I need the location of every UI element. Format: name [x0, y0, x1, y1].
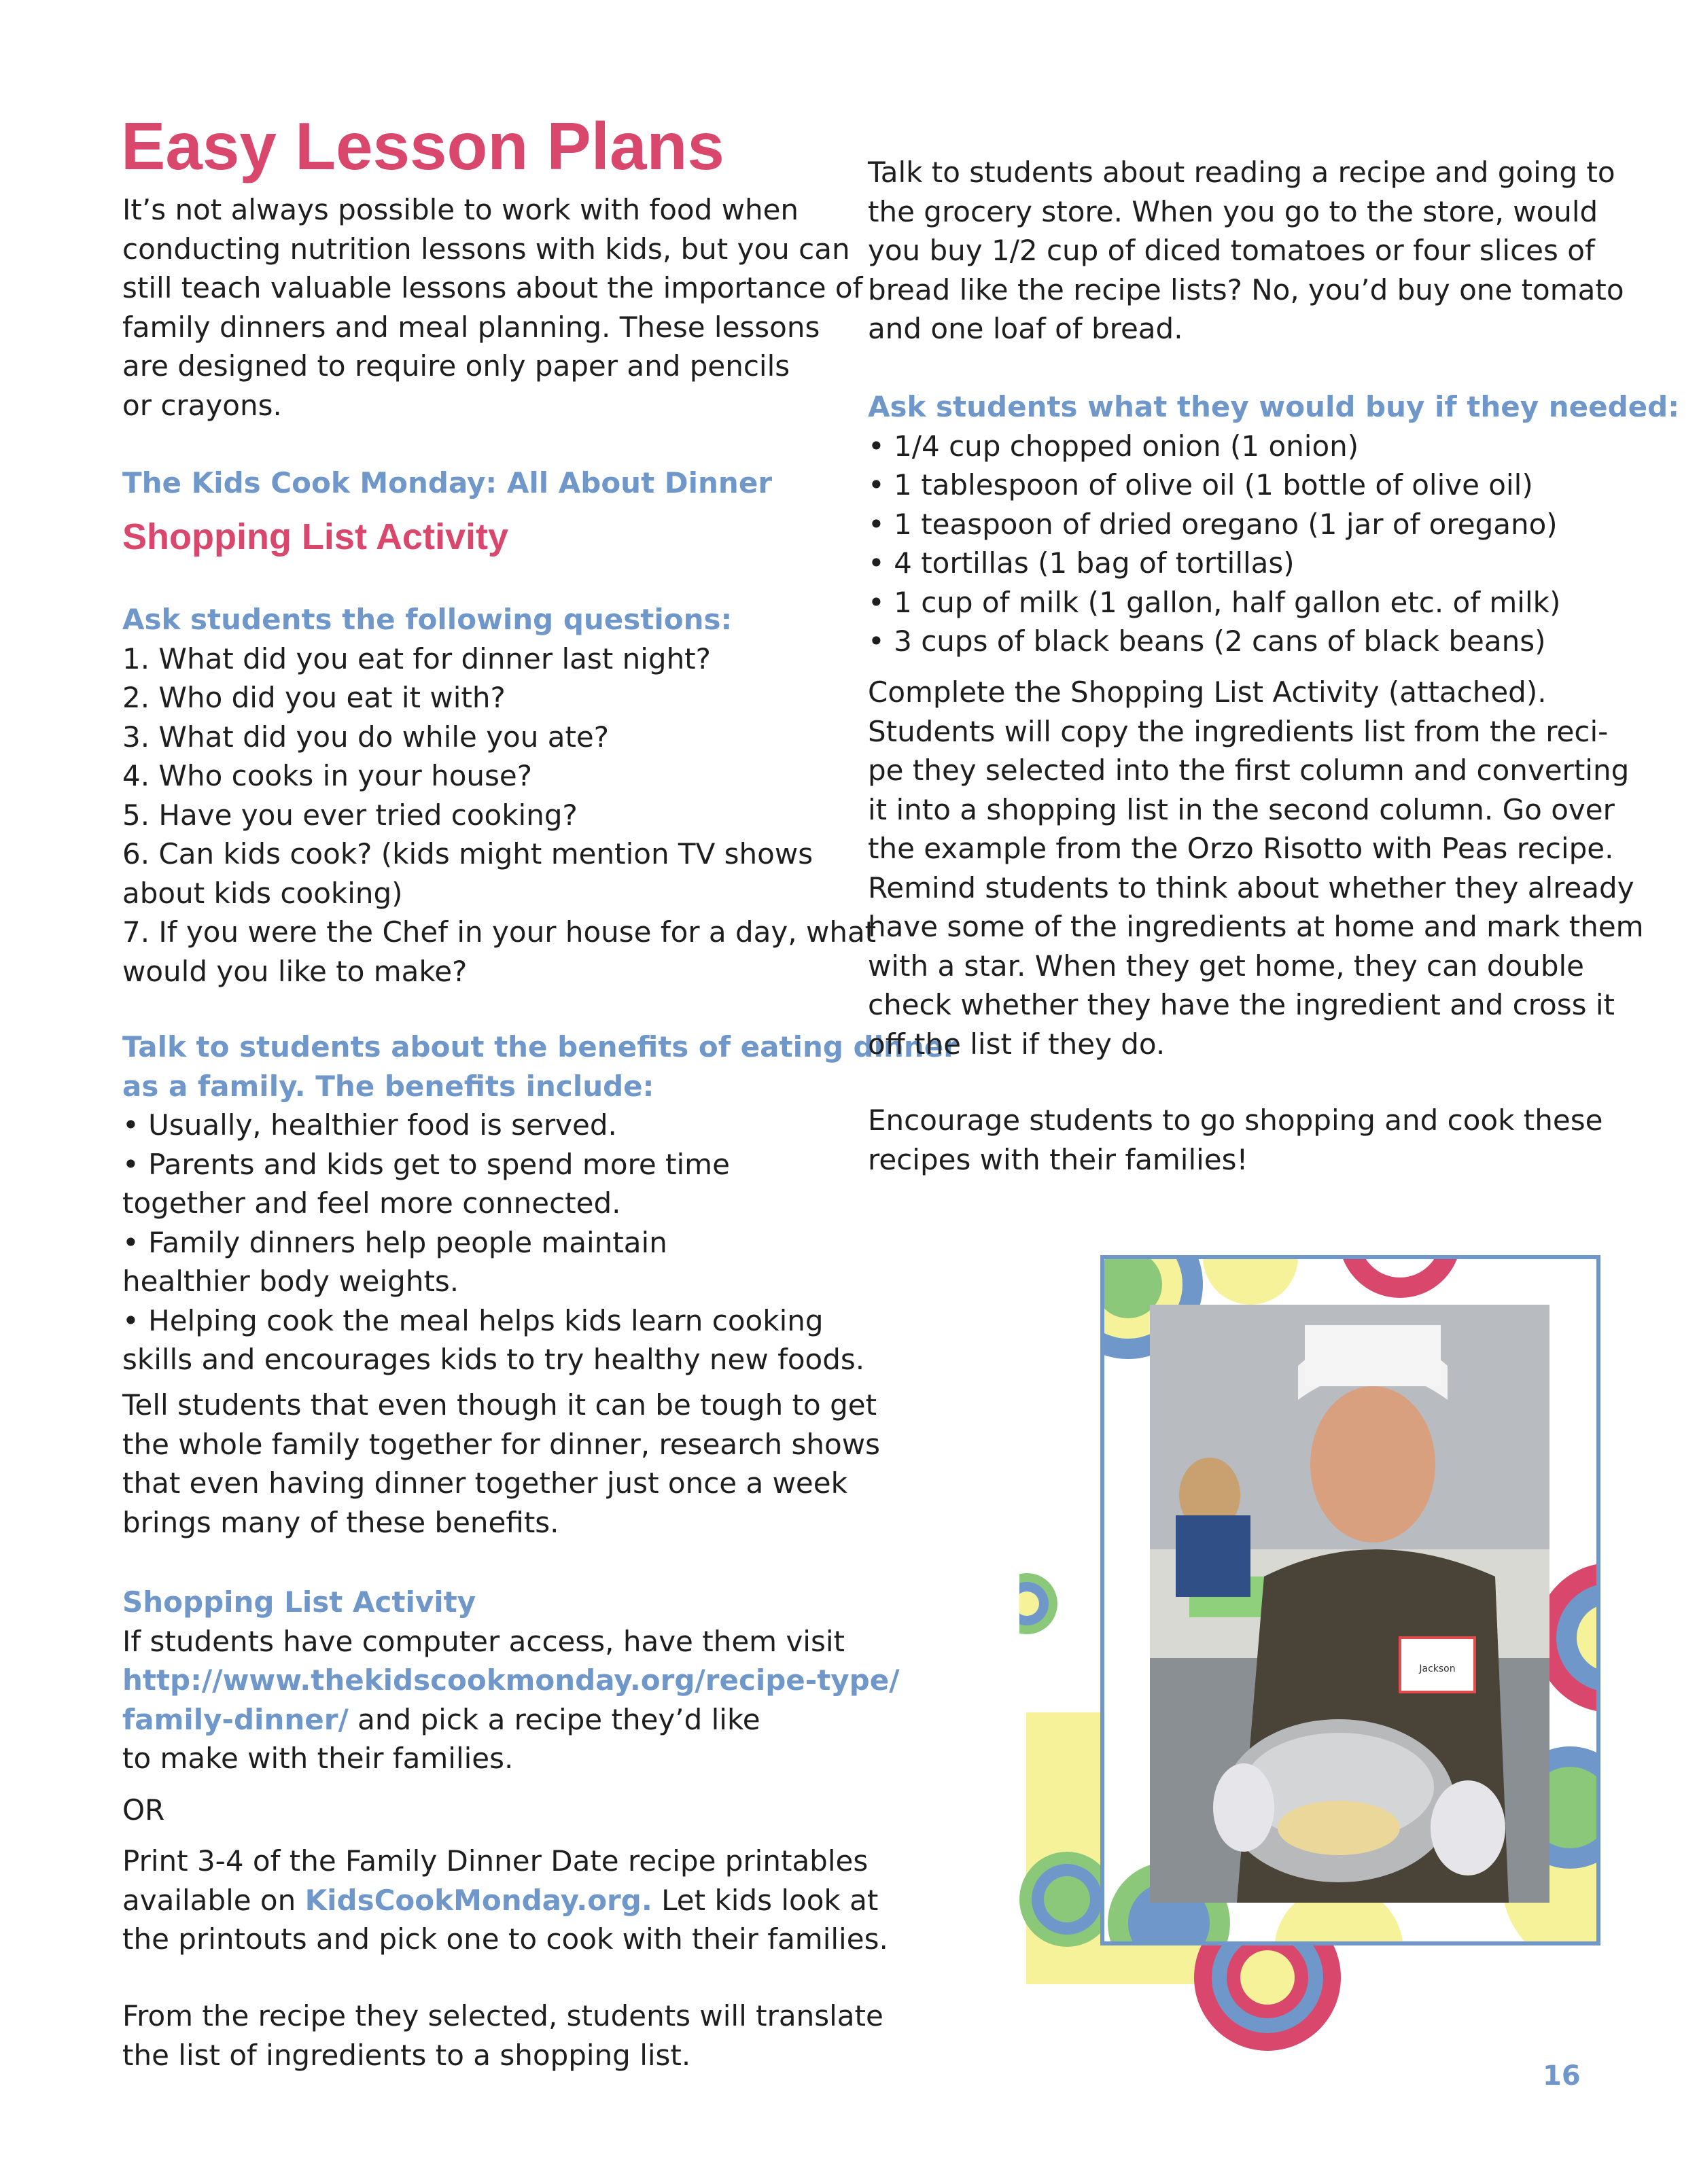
tough-paragraph: [122, 1386, 880, 1542]
buy-item: • 3 cups of black beans (2 cans of black beans): [868, 624, 1546, 658]
text-line: that even having dinner together just once a week: [122, 1466, 847, 1500]
text-line: to make with their families.: [122, 1742, 514, 1775]
program-heading-text: The Kids Cook Monday: All About Dinner: [122, 466, 773, 499]
buy-heading: Ask students what they would buy if they needed:: [868, 390, 1680, 423]
text-line: the whole family together for dinner, research shows: [122, 1427, 880, 1461]
shopping-section: [122, 1583, 900, 1778]
text-line: are designed to require only paper and pencils: [122, 349, 790, 383]
text-line: still teach valuable lessons about the importance of: [122, 271, 863, 304]
benefit-item: healthier body weights.: [122, 1265, 459, 1298]
page-number: 16: [1543, 2060, 1581, 2092]
text-fragment: Let kids look at: [652, 1883, 879, 1917]
questions-heading: Ask students the following questions:: [122, 603, 733, 636]
text-line: Talk to students about reading a recipe and going to: [868, 156, 1615, 189]
text-line: and one loaf of bread.: [868, 312, 1183, 345]
activity-heading-text: Shopping List Activity: [122, 516, 509, 557]
benefit-item: skills and encourages kids to try healthy new foods.: [122, 1343, 865, 1376]
intro-paragraph: [122, 190, 863, 425]
text-line: Tell students that even though it can be tough to get: [122, 1388, 877, 1422]
program-heading: [122, 463, 843, 503]
text-line: bread like the recipe lists? No, you’d buy one tomato: [868, 272, 1624, 306]
text-line: Encourage students to go shopping and cook these: [868, 1104, 1603, 1137]
question-item: would you like to make?: [122, 954, 468, 988]
text-line: pe they selected into the first column and converting: [868, 754, 1630, 787]
text-line: family dinners and meal planning. These lessons: [122, 310, 820, 344]
text-fragment: available on: [122, 1883, 305, 1917]
text-line: Complete the Shopping List Activity (attached).: [868, 675, 1547, 709]
question-item: 6. Can kids cook? (kids might mention TV shows: [122, 837, 813, 870]
shopping-heading: Shopping List Activity: [122, 1585, 476, 1619]
text-line: it into a shopping list in the second column. Go over: [868, 792, 1615, 826]
text-line: you buy 1/2 cup of diced tomatoes or four slices of: [868, 234, 1595, 267]
buy-item: • 1 cup of milk (1 gallon, half gallon etc. of milk): [868, 585, 1561, 619]
questions-section: [122, 600, 877, 991]
translate-paragraph: [122, 1996, 883, 2075]
buy-section: [868, 387, 1680, 661]
photo-collage-graphic: [1019, 1196, 1631, 2079]
text-line: Print 3-4 of the Family Dinner Date recipe printables: [122, 1844, 869, 1878]
print-paragraph: [122, 1842, 888, 1959]
question-item: 4. Who cooks in your house?: [122, 759, 533, 792]
text-line: the printouts and pick one to cook with their families.: [122, 1922, 888, 1956]
text-line: Remind students to think about whether they already: [868, 870, 1634, 904]
grocery-paragraph: [868, 153, 1624, 349]
activity-heading: [122, 516, 843, 557]
question-item: 5. Have you ever tried cooking?: [122, 798, 578, 832]
benefit-item: together and feel more connected.: [122, 1186, 621, 1220]
buy-item: • 1/4 cup chopped onion (1 onion): [868, 429, 1359, 463]
benefits-heading: as a family. The benefits include:: [122, 1069, 654, 1103]
name-tag-text: Jackson: [1419, 1663, 1456, 1674]
question-item: 2. Who did you eat it with?: [122, 681, 506, 714]
kidscookmonday-link[interactable]: KidsCookMonday.org.: [304, 1883, 652, 1917]
text-line: brings many of these benefits.: [122, 1505, 559, 1539]
chef-photo: [1150, 1305, 1549, 1903]
text-line: It’s not always possible to work with food when: [122, 193, 799, 226]
page-title: Easy Lesson Plans: [121, 109, 724, 183]
text-line: recipes with their families!: [868, 1142, 1248, 1176]
complete-paragraph: [868, 673, 1644, 1063]
buy-item: • 1 teaspoon of dried oregano (1 jar of oregano): [868, 507, 1558, 541]
question-item: 1. What did you eat for dinner last night?: [122, 641, 711, 675]
question-item: 7. If you were the Chef in your house for a day, what: [122, 915, 877, 949]
tiny-ring-decoration: [1019, 1573, 1057, 1634]
text-line: the grocery store. When you go to the store, would: [868, 194, 1598, 228]
or-label: OR: [122, 1793, 165, 1827]
question-item: 3. What did you do while you ate?: [122, 720, 610, 754]
text-line: check whether they have the ingredient and cross it: [868, 988, 1615, 1021]
recipe-link[interactable]: family-dinner/: [122, 1702, 349, 1736]
text-line: If students have computer access, have them visit: [122, 1624, 845, 1658]
text-fragment: and pick a recipe they’d like: [348, 1702, 760, 1736]
encourage-paragraph: [868, 1101, 1602, 1179]
text-line: the example from the Orzo Risotto with Peas recipe.: [868, 832, 1614, 865]
recipe-link[interactable]: http://www.thekidscookmonday.org/recipe-type/: [122, 1663, 900, 1697]
text-line: conducting nutrition lessons with kids, but you can: [122, 232, 850, 266]
buy-item: • 1 tablespoon of olive oil (1 bottle of olive oil): [868, 468, 1533, 501]
or-text: [122, 1791, 843, 1830]
text-line: Students will copy the ingredients list from the reci-: [868, 714, 1609, 748]
benefits-section: [122, 1027, 958, 1379]
benefit-item: • Parents and kids get to spend more time: [122, 1147, 730, 1181]
photo-collage: [1019, 1196, 1631, 2079]
question-item: about kids cooking): [122, 876, 403, 910]
text-line: off the list if they do.: [868, 1027, 1166, 1061]
benefits-heading: Talk to students about the benefits of eating dinner: [122, 1030, 958, 1063]
text-line: or crayons.: [122, 388, 282, 422]
buy-item: • 4 tortillas (1 bag of tortillas): [868, 546, 1295, 580]
text-line: have some of the ingredients at home and mark them: [868, 910, 1644, 943]
text-line: the list of ingredients to a shopping list.: [122, 2038, 691, 2072]
benefit-item: • Usually, healthier food is served.: [122, 1108, 617, 1142]
text-line: with a star. When they get home, they can double: [868, 949, 1584, 983]
benefit-item: • Family dinners help people maintain: [122, 1225, 667, 1259]
benefit-item: • Helping cook the meal helps kids learn cooking: [122, 1303, 824, 1337]
text-line: From the recipe they selected, students will translate: [122, 1999, 883, 2032]
